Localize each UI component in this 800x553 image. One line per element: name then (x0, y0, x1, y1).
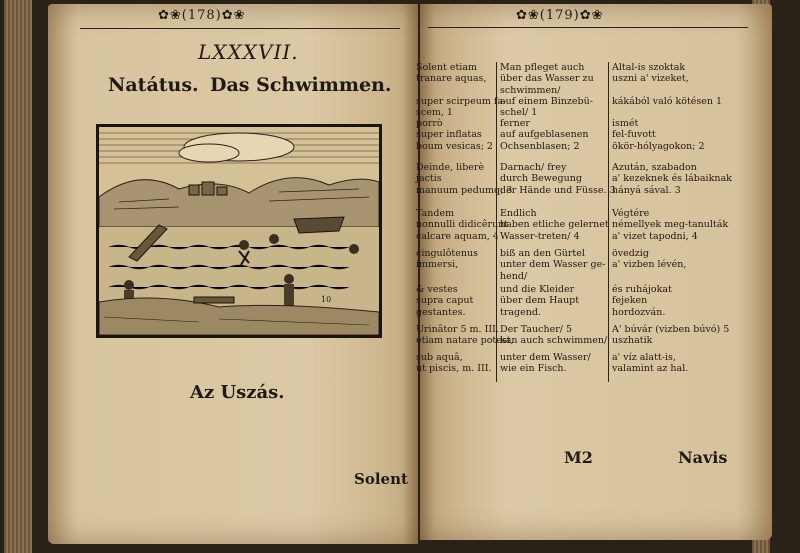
chapter-number: LXXXVII. (198, 40, 299, 64)
signature-mark: M2 (564, 448, 593, 467)
german-line: schwimmen/ (500, 84, 561, 96)
german-verse-block (500, 208, 609, 242)
left-header-rule (80, 28, 400, 29)
german-verse-block (500, 118, 588, 152)
right-page-number: ✿❀(179)✿❀ (516, 8, 604, 23)
latin-line: jactis (416, 173, 442, 185)
german-verse-block (500, 352, 591, 375)
german-line: schel/ 1 (500, 107, 538, 119)
right-header-rule (428, 27, 748, 28)
german-line: tragend. (500, 306, 541, 318)
hungarian-verse-block (612, 324, 729, 347)
hungarian-line: valamint az hal. (612, 363, 689, 375)
german-line: Wasser-treten/ 4 (500, 230, 580, 242)
hungarian-verse-block (612, 118, 705, 152)
latin-line: tranare aquas, (416, 73, 487, 85)
latin-line: ut piscis, m. III. (416, 363, 492, 375)
german-line: Der Taucher/ 5 (500, 324, 573, 335)
german-line: unter dem Wasser/ (500, 352, 591, 363)
german-line: kan auch schwimmen/ (500, 335, 608, 347)
german-line: hend/ (500, 270, 528, 282)
latin-verse-block (416, 284, 473, 318)
woodcut-number: 10 (321, 295, 332, 304)
swimming-woodcut-illustration (96, 124, 382, 338)
hungarian-verse-block (612, 248, 686, 271)
german-verse-block (500, 162, 616, 196)
latin-line: super scirpeum fa- (416, 96, 507, 107)
latin-line: calcare aquam, 4 (416, 230, 499, 242)
hungarian-line: uszhatik (612, 335, 653, 347)
hungarian-line: a' kezeknek és lábaiknak (612, 173, 732, 185)
open-book (18, 0, 788, 553)
latin-verse-block (416, 162, 512, 196)
hungarian-line: kákából való kötésen 1 (612, 96, 723, 107)
hungarian-verse-block (612, 62, 689, 85)
hungarian-line: fel-fuvott (612, 129, 656, 141)
left-page-number: ✿❀(178)✿❀ (158, 8, 246, 23)
latin-line: Deinde, liberè (416, 162, 485, 173)
right-catchword: Navis (678, 448, 728, 467)
german-line: Darnach/ frey (500, 162, 567, 173)
latin-line: sub aquâ, (416, 352, 463, 363)
latin-verse-block (416, 352, 492, 375)
german-line: biß an den Gürtel (500, 248, 585, 259)
heading-german: Das Schwimmen. (210, 74, 392, 96)
latin-line: immersi, (416, 259, 459, 271)
hungarian-line: a' vizben lévén, (612, 259, 687, 271)
german-line: über dem Haupt (500, 295, 580, 307)
latin-line: boum vesicas; 2 (416, 140, 493, 152)
hungarian-verse-block (612, 96, 722, 107)
hungarian-line: fejeken (612, 295, 648, 307)
hungarian-line: hányá sával. 3 (612, 184, 681, 196)
hungarian-line: övedzig (612, 248, 649, 259)
latin-line: supra caput (416, 295, 474, 307)
latin-line: Urinâtor 5 m. III. (416, 324, 499, 335)
latin-line: Tandem (416, 208, 455, 219)
hungarian-verse-block (612, 162, 732, 196)
german-verse-block (500, 284, 579, 318)
latin-line: nonnulli didicêrunt (416, 219, 509, 231)
latin-line: scem, 1 (416, 107, 453, 119)
hungarian-line: hordozván. (612, 306, 666, 318)
german-line: auf aufgeblasenen (500, 129, 589, 141)
german-line: unter dem Wasser ge- (500, 259, 606, 271)
hungarian-line: Végtére (612, 208, 650, 219)
latin-verse-block (416, 248, 478, 271)
hungarian-line: Altal-is szoktak (612, 62, 686, 73)
latin-verse-block (416, 62, 486, 85)
hungarian-line: némellyek meg-tanulták (612, 219, 729, 231)
hungarian-line: a' víz alatt-is, (612, 352, 676, 363)
german-verse-block (500, 96, 593, 119)
latin-line: Solent etiam (416, 62, 477, 73)
left-catchword: Solent (354, 470, 408, 488)
hungarian-line: uszni a' vizeket, (612, 73, 689, 85)
woodcut-drawing (99, 127, 379, 335)
hungarian-verse-block (612, 284, 672, 318)
latin-line: super inflatas (416, 129, 482, 141)
hungarian-line: és ruhájokat (612, 284, 672, 295)
german-line: und die Kleider (500, 284, 575, 295)
hungarian-line: ismét (612, 118, 639, 129)
german-line: der Hände und Füsse. 3 (500, 184, 616, 196)
latin-line: cingulôtenus (416, 248, 478, 259)
latin-verse-block (416, 324, 514, 347)
german-verse-block (500, 248, 605, 282)
hungarian-line: a' vizet tapodni, 4 (612, 230, 698, 242)
caption-hungarian: Az Uszás. (190, 382, 285, 403)
latin-line: etiam natare potest, (416, 335, 514, 347)
german-verse-block (500, 324, 607, 347)
hungarian-line: ökör-hólyagokon; 2 (612, 140, 705, 152)
hungarian-verse-block (612, 208, 728, 242)
latin-line: porrò (416, 118, 443, 129)
german-line: wie ein Fisch. (500, 363, 567, 375)
hungarian-line: Azután, szabadon (612, 162, 697, 173)
german-line: ferner (500, 118, 530, 129)
latin-verse-block (416, 208, 508, 242)
german-line: haben etliche gelernet (500, 219, 609, 231)
latin-line: gestantes. (416, 306, 466, 318)
german-line: Ochsenblasen; 2 (500, 140, 580, 152)
german-line: Endlich (500, 208, 537, 219)
german-line: über das Wasser zu (500, 73, 594, 85)
heading-latin: Natátus. (108, 74, 199, 96)
hungarian-line: A' búvár (vizben búvó) 5 (612, 324, 730, 335)
german-verse-block (500, 62, 594, 96)
latin-verse-block (416, 118, 493, 152)
german-line: auf einem Binzebü- (500, 96, 593, 107)
german-line: Man pfleget auch (500, 62, 585, 73)
latin-line: manuum pedumq; 3 (416, 184, 513, 196)
latin-line: & vestes (416, 284, 458, 295)
german-line: durch Bewegung (500, 173, 582, 185)
latin-verse-block (416, 96, 506, 119)
hungarian-verse-block (612, 352, 688, 375)
